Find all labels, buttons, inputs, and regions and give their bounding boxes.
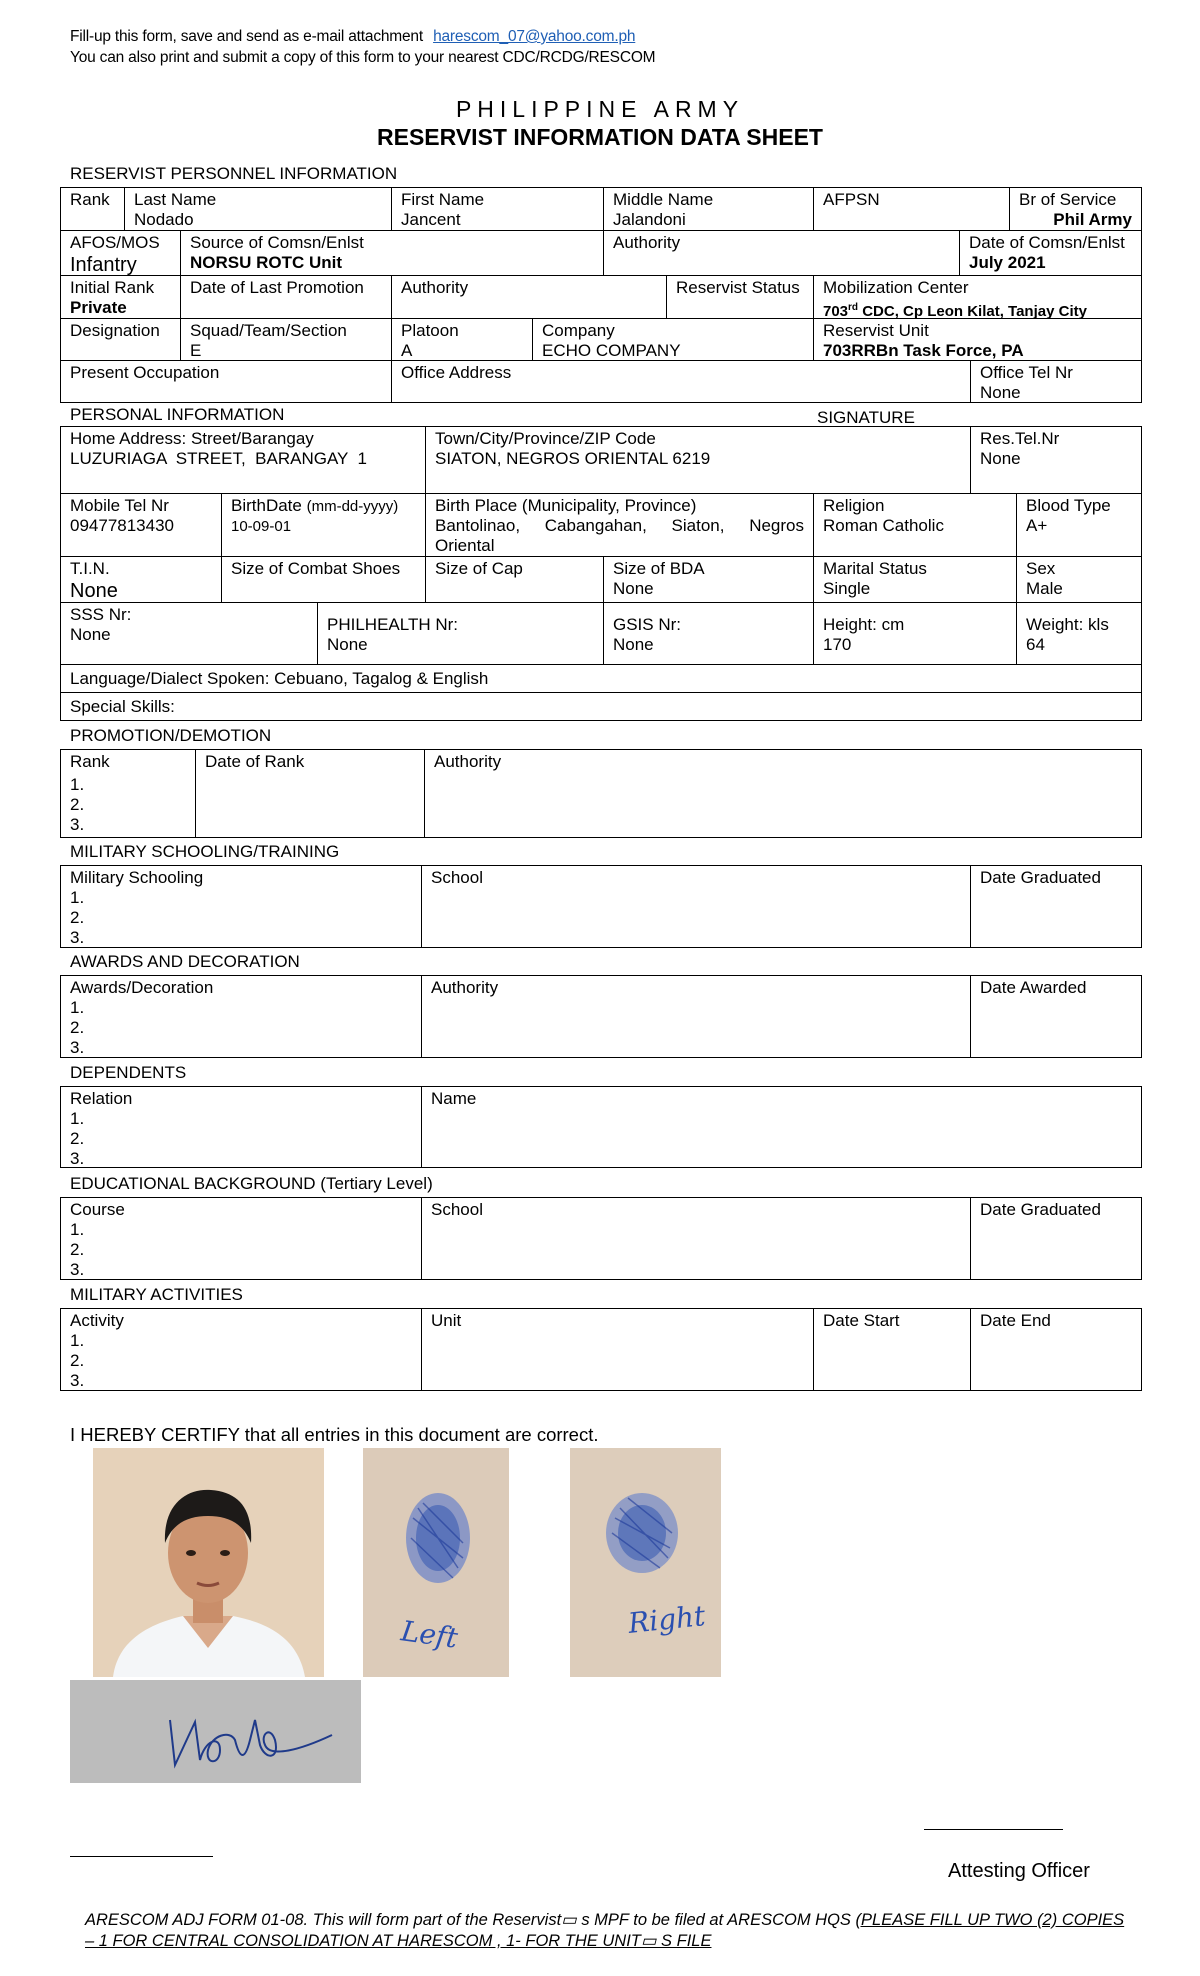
rank-cell[interactable] — [60, 187, 125, 231]
awards-authority-col[interactable] — [421, 975, 971, 1058]
education-date-label: Date Graduated — [980, 1200, 1101, 1219]
platoon-cell[interactable] — [391, 318, 533, 361]
company-cell[interactable] — [532, 318, 814, 361]
designation-label: Designation — [70, 321, 160, 340]
awards-label: Awards/Decoration — [70, 978, 214, 997]
schooling-school-label: School — [431, 868, 483, 887]
blood-cell[interactable] — [1016, 493, 1142, 557]
gsis-cell[interactable] — [603, 602, 814, 665]
schooling-date-col[interactable] — [970, 865, 1142, 948]
unit-label: Reservist Unit — [823, 321, 929, 340]
first-name-cell[interactable] — [391, 187, 604, 231]
sex-cell[interactable] — [1016, 556, 1142, 603]
philhealth-cell[interactable] — [317, 602, 604, 665]
education-date-col[interactable] — [970, 1197, 1142, 1280]
squad-cell[interactable] — [180, 318, 392, 361]
instruction-line-2: You can also print and submit a copy of this form to your nearest CDC/RCDG/RESCOM — [70, 49, 656, 66]
rank-label: Rank — [70, 190, 110, 209]
certify-statement: I HEREBY CERTIFY that all entries in this document are correct. — [70, 1424, 599, 1445]
blood-value: A+ — [1026, 516, 1048, 535]
home-label: Home Address: Street/Barangay — [70, 429, 314, 448]
instruction-line-1 — [70, 28, 635, 46]
gsis-value: None — [613, 635, 654, 654]
company-value: ECHO COMPANY — [542, 341, 681, 360]
section-reservist: RESERVIST PERSONNEL INFORMATION — [70, 164, 398, 183]
authority-label: Authority — [613, 233, 681, 252]
middle-name-label: Middle Name — [613, 190, 714, 209]
awards-date-col[interactable] — [970, 975, 1142, 1058]
afos-label: AFOS/MOS — [70, 233, 160, 252]
schooling-date-label: Date Graduated — [980, 868, 1101, 887]
form-footer — [85, 1910, 1135, 1952]
marital-cell[interactable] — [813, 556, 1017, 603]
mobile-label: Mobile Tel Nr — [70, 496, 169, 515]
office-address-cell[interactable] — [391, 360, 971, 403]
sss-label: SSS Nr: — [70, 605, 132, 624]
left-thumb-label: Left — [398, 1614, 460, 1655]
mob-center-cell[interactable] — [813, 275, 1142, 319]
unit-cell[interactable] — [813, 318, 1142, 361]
br-service-label: Br of Service — [1019, 190, 1117, 209]
dependents-name-col[interactable] — [421, 1086, 1142, 1168]
platoon-value: A — [401, 341, 413, 360]
designation-cell[interactable] — [60, 318, 181, 361]
activities-numbers — [70, 1331, 412, 1391]
religion-value: Roman Catholic — [823, 516, 944, 535]
height-label: Height: cm — [823, 615, 905, 634]
awards-numbers — [70, 998, 412, 1058]
education-course-col[interactable] — [60, 1197, 422, 1280]
num-2: 2. — [70, 1351, 85, 1370]
mob-center-label: Mobilization Center — [823, 278, 969, 297]
skills-cell[interactable]: Special Skills: — [60, 692, 1142, 721]
num-3: 3. — [70, 1260, 85, 1279]
activities-end-label: Date End — [980, 1311, 1051, 1330]
office-tel-cell[interactable] — [970, 360, 1142, 403]
religion-label: Religion — [823, 496, 885, 515]
height-cell[interactable] — [813, 602, 1017, 665]
occupation-cell[interactable] — [60, 360, 392, 403]
sex-value: Male — [1026, 579, 1063, 598]
instruction-text: Fill-up this form, save and send as e-mail attachment — [70, 28, 423, 45]
id-photo — [93, 1448, 324, 1677]
num-2: 2. — [70, 908, 85, 927]
num-1: 1. — [70, 888, 85, 907]
person-portrait-icon — [93, 1448, 324, 1677]
education-numbers — [70, 1220, 412, 1280]
middle-name-cell[interactable] — [603, 187, 814, 231]
date-comsn-label: Date of Comsn/Enlst — [969, 233, 1125, 252]
num-1: 1. — [70, 1220, 85, 1239]
date-comsn-cell[interactable] — [959, 230, 1142, 276]
platoon-label: Platoon — [401, 321, 459, 340]
tin-label: T.I.N. — [70, 559, 110, 578]
activities-end-col[interactable] — [970, 1308, 1142, 1391]
birthplace-cell[interactable] — [425, 493, 814, 557]
num-3: 3. — [70, 928, 85, 947]
dependents-relation-label: Relation — [70, 1089, 133, 1108]
education-school-label: School — [431, 1200, 483, 1219]
section-activities: MILITARY ACTIVITIES — [70, 1285, 243, 1304]
religion-cell[interactable] — [813, 493, 1017, 557]
num-1: 1. — [70, 775, 85, 794]
section-promotion: PROMOTION/DEMOTION — [70, 726, 272, 745]
footer-text: ARESCOM ADJ FORM 01-08. This will form part of the Reservist▭ s MPF to be filed at ARESCOM HQS — [85, 1911, 856, 1929]
reservist-status-label: Reservist Status — [676, 278, 800, 297]
source-cell[interactable] — [180, 230, 604, 276]
activities-start-col[interactable] — [813, 1308, 971, 1391]
last-name-label: Last Name — [134, 190, 217, 209]
num-1: 1. — [70, 1109, 85, 1128]
num-2: 2. — [70, 1018, 85, 1037]
awards-authority-label: Authority — [431, 978, 499, 997]
office-address-label: Office Address — [401, 363, 512, 382]
section-schooling: MILITARY SCHOOLING/TRAINING — [70, 842, 340, 861]
birthdate-cell[interactable] — [221, 493, 426, 557]
dependents-numbers — [70, 1109, 412, 1168]
squad-value: E — [190, 341, 202, 360]
bda-value: None — [613, 579, 654, 598]
unit-value: 703RRBn Task Force, PA — [823, 341, 1024, 360]
res-tel-label: Res.Tel.Nr — [980, 429, 1060, 448]
height-value: 170 — [823, 635, 852, 654]
mobile-cell[interactable] — [60, 493, 222, 557]
promo-rank-label: Rank — [70, 752, 110, 771]
squad-label: Squad/Team/Section — [190, 321, 347, 340]
left-thumbmark — [363, 1448, 509, 1677]
right-thumbmark — [570, 1448, 721, 1677]
weight-label: Weight: kls — [1026, 615, 1109, 634]
num-3: 3. — [70, 1038, 85, 1057]
education-course-label: Course — [70, 1200, 125, 1219]
language-cell[interactable]: Language/Dialect Spoken: Cebuano, Tagalog & English — [60, 664, 1142, 693]
res-tel-cell[interactable] — [970, 426, 1142, 494]
promo-date-label: Date of Rank — [205, 752, 305, 771]
source-value: NORSU ROTC Unit — [190, 253, 343, 272]
last-name-value: Nodado — [134, 210, 194, 229]
education-school-col[interactable] — [421, 1197, 971, 1280]
marital-value: Single — [823, 579, 871, 598]
num-2: 2. — [70, 795, 85, 814]
schooling-col[interactable] — [60, 865, 422, 948]
occupation-label: Present Occupation — [70, 363, 220, 382]
activities-unit-label: Unit — [431, 1311, 462, 1330]
num-1: 1. — [70, 998, 85, 1017]
reservist-signature-line — [70, 1856, 213, 1857]
mob-center-num: 703 — [823, 303, 849, 319]
philhealth-value: None — [327, 635, 368, 654]
section-education: EDUCATIONAL BACKGROUND (Tertiary Level) — [70, 1174, 433, 1193]
birthdate-value: 10-09-01 — [231, 518, 292, 535]
blood-label: Blood Type — [1026, 496, 1111, 515]
date-promotion-label: Date of Last Promotion — [190, 278, 364, 297]
num-1: 1. — [70, 1331, 85, 1350]
promo-authority-label: Authority — [434, 752, 502, 771]
res-tel-value: None — [980, 449, 1021, 468]
section-dependents: DEPENDENTS — [70, 1063, 187, 1082]
promo-authority-col[interactable] — [424, 749, 1142, 838]
tin-cell[interactable] — [60, 556, 222, 603]
shoes-cell[interactable] — [221, 556, 426, 603]
schooling-school-col[interactable] — [421, 865, 971, 948]
date-comsn-value: July 2021 — [969, 253, 1046, 272]
awards-col[interactable] — [60, 975, 422, 1058]
first-name-label: First Name — [401, 190, 485, 209]
sss-value: None — [70, 625, 111, 644]
activities-activity-label: Activity — [70, 1311, 124, 1330]
weight-cell[interactable] — [1016, 602, 1142, 665]
signature-icon — [70, 1680, 361, 1783]
org-title: PHILIPPINE ARMY — [455, 96, 745, 122]
email-link[interactable]: harescom_07@yahoo.com.ph — [433, 28, 636, 45]
weight-value: 64 — [1026, 635, 1045, 654]
company-label: Company — [542, 321, 615, 340]
birthplace-value: Bantolinao, Cabangahan, Siaton, Negros Oriental — [435, 516, 809, 555]
right-thumb-label: Right — [626, 1599, 707, 1640]
bda-label: Size of BDA — [613, 559, 705, 578]
town-label: Town/City/Province/ZIP Code — [435, 429, 656, 448]
town-value: SIATON, NEGROS ORIENTAL 6219 — [435, 449, 711, 468]
signature-text — [180, 1720, 184, 1721]
sex-label: Sex — [1026, 559, 1056, 578]
dependents-relation-col[interactable] — [60, 1086, 422, 1168]
dependents-name-label: Name — [431, 1089, 477, 1108]
schooling-numbers — [70, 888, 412, 948]
home-value: LUZURIAGA STREET, BARANGAY 1 — [70, 449, 367, 468]
authority2-cell[interactable] — [391, 275, 667, 319]
birthdate-label: BirthDate — [231, 496, 302, 515]
afpsn-label: AFPSN — [823, 190, 880, 209]
afos-value: Infantry — [70, 254, 137, 276]
promo-date-col[interactable] — [195, 749, 425, 838]
form-title: RESERVIST INFORMATION DATA SHEET — [377, 124, 823, 150]
cap-label: Size of Cap — [435, 559, 523, 578]
sss-cell[interactable] — [60, 602, 318, 665]
promo-numbers — [70, 775, 186, 835]
mobile-value: 09477813430 — [70, 516, 175, 535]
num-3: 3. — [70, 1371, 85, 1390]
num-2: 2. — [70, 1240, 85, 1259]
tin-value: None — [70, 580, 118, 602]
attesting-officer-label: Attesting Officer — [948, 1860, 1090, 1882]
authority-cell[interactable] — [603, 230, 960, 276]
attesting-signature-line — [924, 1829, 1063, 1830]
home-address-cell[interactable] — [60, 426, 426, 494]
activities-activity-col[interactable] — [60, 1308, 422, 1391]
mob-center-text: CDC, Cp Leon Kilat, Tanjay City — [858, 303, 1087, 319]
num-3: 3. — [70, 1149, 85, 1168]
br-service-value: Phil Army — [1053, 210, 1132, 229]
thumbprint-icon — [570, 1448, 721, 1677]
initial-rank-cell[interactable] — [60, 275, 181, 319]
num-3: 3. — [70, 815, 85, 834]
br-service-cell[interactable] — [1009, 187, 1142, 231]
middle-name-value: Jalandoni — [613, 210, 686, 229]
activities-unit-col[interactable] — [421, 1308, 814, 1391]
promo-rank-col[interactable] — [60, 749, 196, 838]
mob-center-sup: rd — [848, 302, 859, 313]
activities-start-label: Date Start — [823, 1311, 900, 1330]
office-tel-value: None — [980, 383, 1021, 402]
afpsn-cell[interactable] — [813, 187, 1010, 231]
source-label: Source of Comsn/Enlst — [190, 233, 364, 252]
afos-cell[interactable] — [60, 230, 181, 276]
birthplace-label: Birth Place (Municipality, Province) — [435, 496, 697, 515]
office-tel-label: Office Tel Nr — [980, 363, 1073, 382]
num-2: 2. — [70, 1129, 85, 1148]
bda-cell[interactable] — [603, 556, 814, 603]
shoes-label: Size of Combat Shoes — [231, 559, 401, 578]
birthdate-format: (mm-dd-yyyy) — [306, 498, 399, 515]
awards-date-label: Date Awarded — [980, 978, 1087, 997]
last-name-cell[interactable] — [124, 187, 392, 231]
first-name-value: Jancent — [401, 210, 461, 229]
authority2-label: Authority — [401, 278, 469, 297]
marital-label: Marital Status — [823, 559, 927, 578]
reservist-status-cell[interactable] — [666, 275, 814, 319]
section-awards: AWARDS AND DECORATION — [70, 952, 300, 971]
initial-rank-value: Private — [70, 298, 127, 317]
cap-cell[interactable] — [425, 556, 604, 603]
signature-label: SIGNATURE — [817, 408, 915, 427]
footer-instructions: (PLEASE FILL UP TWO (2) COPIES – 1 FOR CENTRAL CONSOLIDATION AT HARESCOM , 1- FOR THE UNIT▭ S FILE — [85, 1911, 1125, 1950]
section-personal: PERSONAL INFORMATION — [70, 405, 285, 424]
mob-center-value — [823, 298, 1132, 319]
town-cell[interactable] — [425, 426, 971, 494]
signature-image — [70, 1680, 361, 1783]
philhealth-label: PHILHEALTH Nr: — [327, 615, 458, 634]
date-promotion-cell[interactable] — [180, 275, 392, 319]
initial-rank-label: Initial Rank — [70, 278, 155, 297]
schooling-label: Military Schooling — [70, 868, 204, 887]
gsis-label: GSIS Nr: — [613, 615, 682, 634]
